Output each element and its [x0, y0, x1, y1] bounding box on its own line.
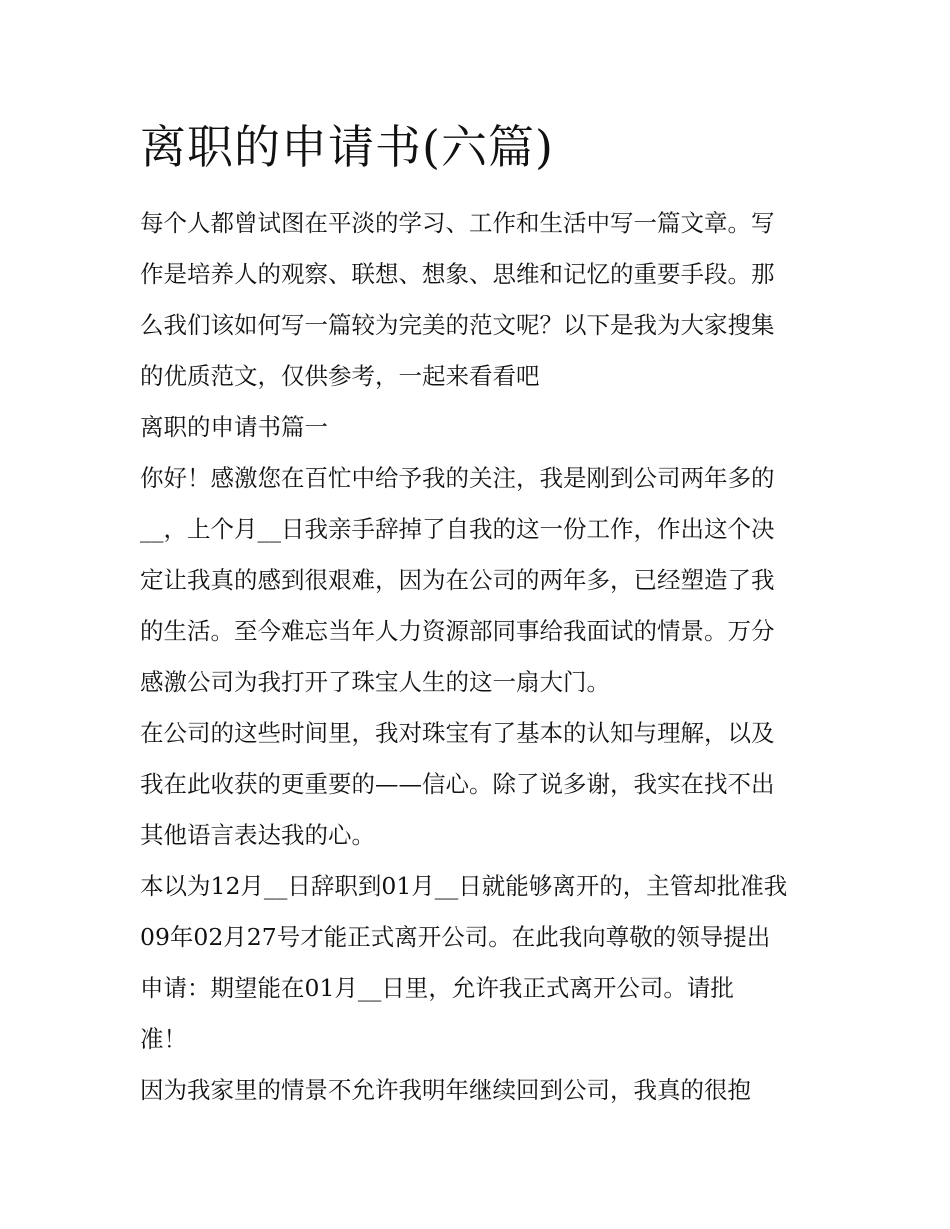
paragraph-line: 本以为12月__日辞职到01月__日就能够离开的，主管却批准我 [140, 872, 788, 900]
paragraph-line: 其他语言表达我的心。 [140, 821, 375, 849]
paragraph-line: 准！ [140, 1025, 187, 1053]
intro-line: 的优质范文，仅供参考，一起来看看吧 [140, 362, 540, 390]
paragraph-line: 我在此收获的更重要的——信心。除了说多谢，我实在找不出 [140, 770, 775, 798]
paragraph-line: 定让我真的感到很艰难，因为在公司的两年多，已经塑造了我 [140, 566, 775, 594]
document-title: 离职的申请书(六篇) [140, 120, 554, 174]
paragraph-line: __，上个月__日我亲手辞掉了自我的这一份工作，作出这个决 [140, 515, 775, 543]
intro-line: 么我们该如何写一篇较为完美的范文呢？以下是我为大家搜集 [140, 311, 775, 339]
paragraph-line: 因为我家里的情景不允许我明年继续回到公司，我真的很抱 [140, 1076, 751, 1104]
section-heading: 离职的申请书篇一 [140, 413, 328, 441]
document-body [140, 198, 820, 1116]
paragraph-line: 你好！感激您在百忙中给予我的关注，我是刚到公司两年多的 [140, 464, 775, 492]
paragraph-line: 的生活。至今难忘当年人力资源部同事给我面试的情景。万分 [140, 617, 775, 645]
intro-line: 每个人都曾试图在平淡的学习、工作和生活中写一篇文章。写 [140, 209, 775, 237]
paragraph-line: 感激公司为我打开了珠宝人生的这一扇大门。 [140, 668, 610, 696]
intro-line: 作是培养人的观察、联想、想象、思维和记忆的重要手段。那 [140, 260, 775, 288]
paragraph-line: 09年02月27号才能正式离开公司。在此我向尊敬的领导提出 [140, 923, 771, 951]
paragraph-line: 申请：期望能在01月__日里，允许我正式离开公司。请批 [140, 974, 734, 1002]
paragraph-line: 在公司的这些时间里，我对珠宝有了基本的认知与理解，以及 [140, 719, 775, 747]
